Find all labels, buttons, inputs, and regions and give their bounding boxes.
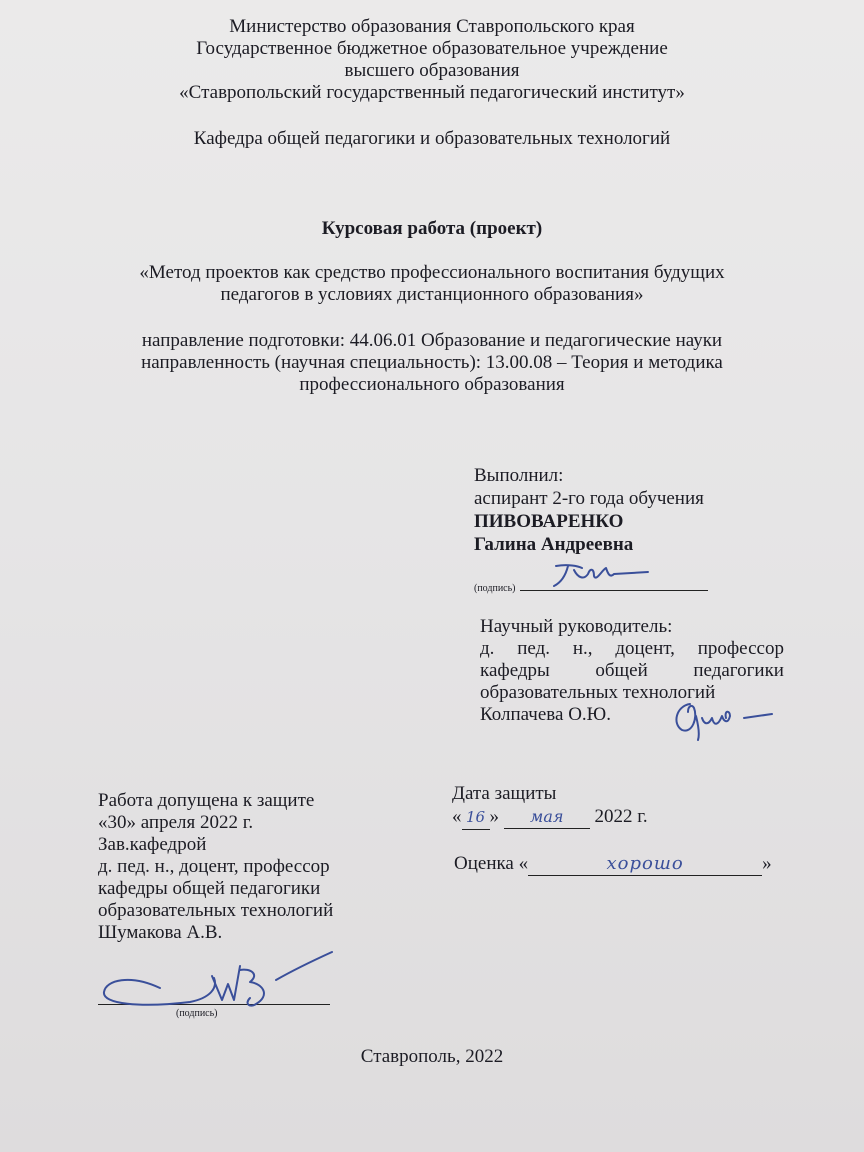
topic-block xyxy=(0,262,864,306)
supervisor-line-2 xyxy=(480,660,784,682)
education-level-line: высшего образования xyxy=(344,60,520,81)
head-of-department-label: Зав.кафедрой xyxy=(98,834,207,855)
word: профессор xyxy=(697,638,784,659)
head-signature-label: (подпись) xyxy=(176,1008,218,1019)
word: д. xyxy=(480,638,495,659)
topic-line-1: «Метод проектов как средство профессионального воспитания будущих xyxy=(139,262,725,283)
author-signature xyxy=(548,560,658,594)
work-type: Курсовая работа (проект) xyxy=(321,218,543,239)
defense-year: 2022 г. xyxy=(594,806,648,827)
defense-date xyxy=(452,805,648,830)
author-name: Галина Андреевна xyxy=(474,534,634,555)
word: н., xyxy=(572,638,593,659)
grade-row xyxy=(454,852,772,876)
defense-month: мая xyxy=(504,805,590,829)
institution-type-line: Государственное бюджетное образовательное учреждение xyxy=(196,38,668,59)
supervisor-signature xyxy=(668,694,780,744)
defense-day: 16 xyxy=(462,806,490,830)
defense-label: Дата защиты xyxy=(452,783,557,804)
supervisor-line-1 xyxy=(480,638,784,660)
direction-line-1: направление подготовки: 44.06.01 Образование и педагогические науки xyxy=(141,330,723,351)
author-label: Выполнил: xyxy=(474,465,564,486)
grade-label: Оценка « xyxy=(454,853,529,874)
defense-block xyxy=(452,782,648,830)
institution-name-line: «Ставропольский государственный педагогический институт» xyxy=(179,82,685,103)
supervisor-line-3: образовательных технологий xyxy=(480,682,716,703)
approval-line-1: Работа допущена к защите xyxy=(98,790,315,811)
head-name: Шумакова А.В. xyxy=(98,922,223,943)
word: общей xyxy=(595,660,648,681)
direction-line-3: профессионального образования xyxy=(299,374,565,395)
direction-block xyxy=(0,330,864,396)
head-department: кафедры общей педагогики xyxy=(98,878,321,899)
direction-line-2: направленность (научная специальность): 13.00.08 – Теория и методика xyxy=(141,352,723,373)
supervisor-name: Колпачева О.Ю. xyxy=(480,704,611,725)
city-year: Ставрополь, 2022 xyxy=(360,1046,504,1067)
department-line xyxy=(0,128,864,150)
ministry-line: Министерство образования Ставропольского края xyxy=(229,16,635,37)
grade-value: хорошо xyxy=(528,852,762,876)
head-department-cont: образовательных технологий xyxy=(98,900,334,921)
author-block xyxy=(474,464,704,556)
head-signature xyxy=(100,948,340,1018)
head-degree: д. пед. н., доцент, профессор xyxy=(98,856,330,877)
supervisor-label: Научный руководитель: xyxy=(480,616,673,637)
word: пед. xyxy=(517,638,551,659)
author-signature-label: (подпись) xyxy=(474,583,516,594)
footer xyxy=(0,1046,864,1068)
approval-date: «30» апреля 2022 г. xyxy=(98,812,254,833)
word: педагогики xyxy=(693,660,784,681)
word: доцент, xyxy=(615,638,675,659)
institution-header xyxy=(0,16,864,104)
word: кафедры xyxy=(480,660,550,681)
author-role: аспирант 2-го года обучения xyxy=(474,488,704,509)
department-name: Кафедра общей педагогики и образовательных технологий xyxy=(193,128,671,149)
date-close-quote: » xyxy=(489,806,499,827)
author-surname: ПИВОВАРЕНКО xyxy=(474,511,624,532)
approval-block xyxy=(98,790,333,944)
date-open-quote: « xyxy=(452,806,462,827)
topic-line-2: педагогов в условиях дистанционного образования» xyxy=(220,284,644,305)
grade-close-quote: » xyxy=(762,853,772,874)
work-type-title xyxy=(0,218,864,240)
